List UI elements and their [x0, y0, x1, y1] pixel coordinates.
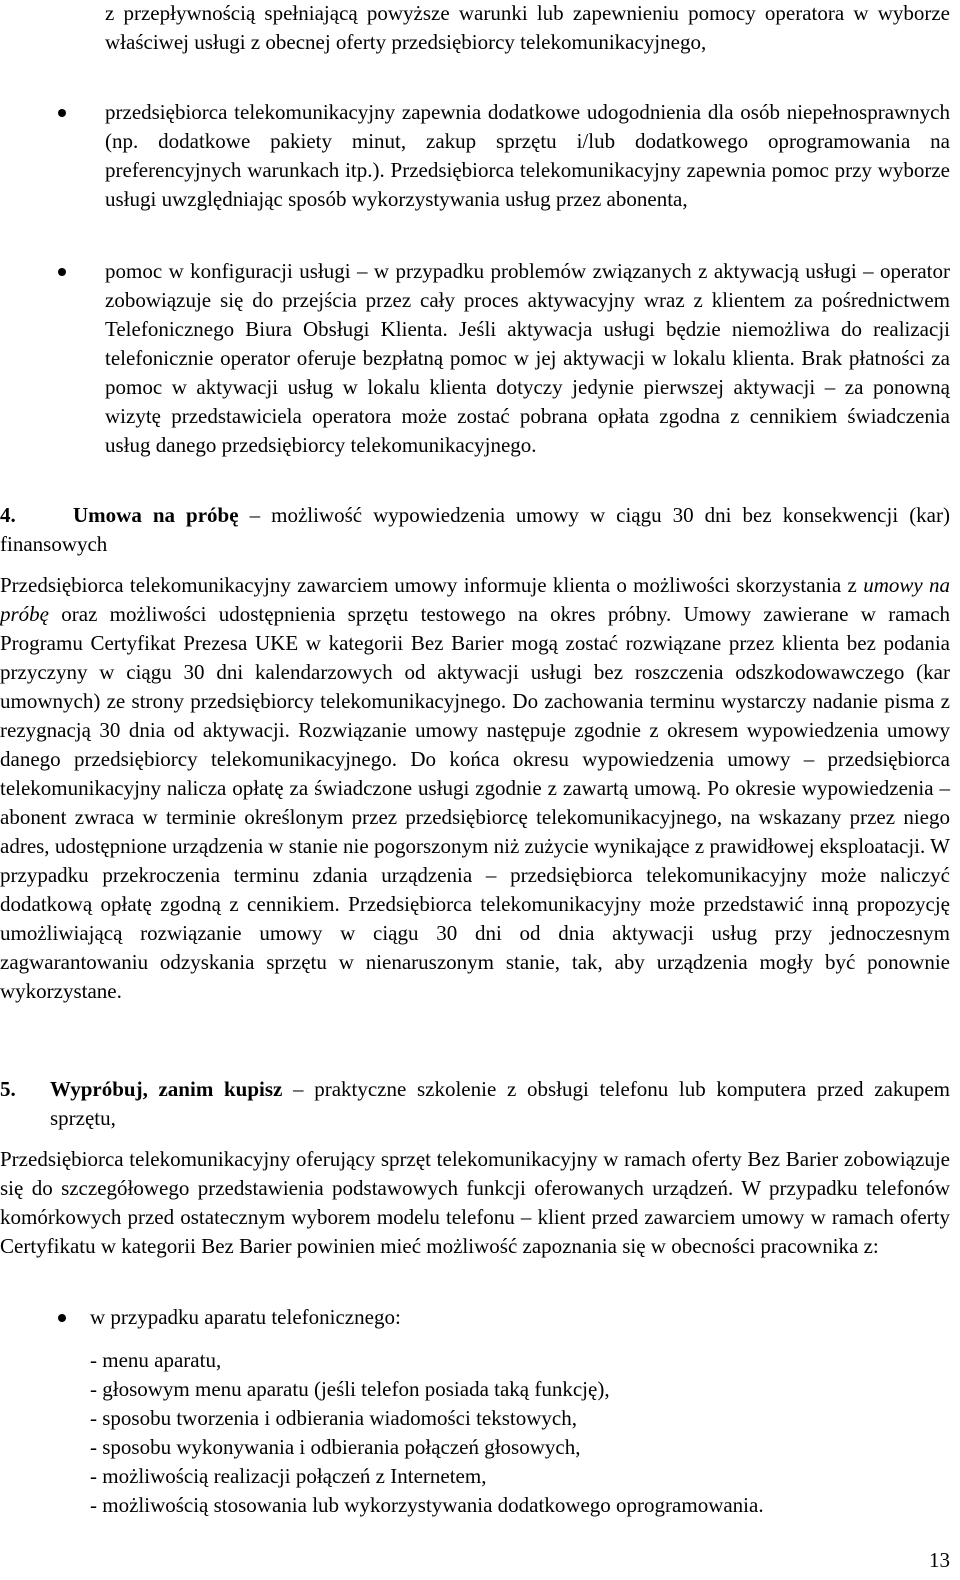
list-item: - możliwością stosowania lub wykorzystywania dodatkowego oprogramowania.	[90, 1493, 764, 1517]
section-5-title: Wypróbuj, zanim kupisz	[50, 1077, 283, 1101]
section-4-paragraph	[0, 571, 950, 1006]
bullet-item-text: w przypadku aparatu telefonicznego:	[90, 1305, 401, 1329]
list-item: - głosowym menu aparatu (jeśli telefon posiada taką funkcję),	[90, 1377, 610, 1401]
list-item: - możliwością realizacji połączeń z Internetem,	[90, 1464, 487, 1488]
section-4-heading-rest: – możliwość wypowiedzenia umowy w ciągu 30 dni bez konsekwencji (kar) finansowych	[0, 503, 950, 556]
bullet-item	[105, 98, 950, 214]
section-4-emphasis: umowy na próbę	[0, 573, 950, 626]
bullet-dot-icon	[58, 1314, 66, 1322]
section-5-heading	[0, 1075, 950, 1133]
section-5-paragraph: Przedsiębiorca telekomunikacyjny oferujący sprzęt telekomunikacyjny w ramach oferty Bez Barier zobowiązuje się do szczegółowego przedstawienia podstawowych funkcji oferowanych urządzeń. W przypadku telefonów komórkowych przed ostatecznym wyborem modelu telefonu – klient przed zawarciem umowy w ramach oferty Certyfikatu w kategorii Bez Barier powinien mieć możliwość zapoznania się w obecności pracownika z:	[0, 1147, 950, 1258]
list-item: - sposobu tworzenia i odbierania wiadomości tekstowych,	[90, 1406, 577, 1430]
section-5-heading-body	[50, 1075, 950, 1133]
section-4-text-start: Przedsiębiorca telekomunikacyjny zawarciem umowy informuje klienta o możliwości skorzystania z	[0, 573, 864, 597]
bullet-dot-icon	[58, 109, 66, 117]
list-item: - menu aparatu,	[90, 1348, 222, 1372]
list-item: - sposobu wykonywania i odbierania połączeń głosowych,	[90, 1435, 581, 1459]
dash-list	[90, 1346, 950, 1520]
bullet-item-text: pomoc w konfiguracji usługi – w przypadku problemów związanych z aktywacją usługi – operator zobowiązuje się do przejścia przez cały proces aktywacyjny wraz z klientem za pośrednictwem Telefonicznego Biura Obsługi Klienta. Jeśli aktywacja usługi będzie niemożliwa do realizacji telefonicznie operator oferuje bezpłatną pomoc w jej aktywacji w lokalu klienta. Brak płatności za pomoc w aktywacji usług w lokalu klienta dotyczy jedynie pierwszej aktywacji – za ponowną wizytę przedstawiciela operatora może zostać pobrana opłata zgodna z cennikiem świadczenia usług danego przedsiębiorcy telekomunikacyjnego.	[105, 259, 950, 457]
page-number: 13	[929, 1548, 950, 1572]
continuation-paragraph: z przepływnością spełniającą powyższe warunki lub zapewnieniu pomocy operatora w wyborze właściwej usługi z obecnej oferty przedsiębiorcy telekomunikacyjnego,	[105, 1, 950, 54]
bullet-item	[90, 1303, 950, 1332]
section-4-number: 4.	[0, 503, 16, 527]
section-4-title: Umowa na próbę	[73, 503, 239, 527]
section-4-text-end: oraz możliwości udostępnienia sprzętu testowego na okres próbny. Umowy zawierane w ramach Programu Certyfikat Prezesa UKE w kategorii Bez Barier mogą zostać rozwiązane przez klienta bez podania przyczyny w ciągu 30 dni kalendarzowych od aktywacji usługi bez roszczenia odszkodowawczego (kar umownych) ze strony przedsiębiorcy telekomunikacyjnego. Do zachowania terminu wystarczy nadanie pisma z rezygnacją 30 dnia od aktywacji. Rozwiązanie umowy następuje zgodnie z okresem wypowiedzenia umowy danego przedsiębiorcy telekomunikacyjnego. Do końca okresu wypowiedzenia umowy – przedsiębiorca telekomunikacyjny nalicza opłatę za świadczone usługi zgodnie z zawartą umową. Po okresie wypowiedzenia – abonent zwraca w terminie określonym przez przedsiębiorcę telekomunikacyjnego, na wskazany przez niego adres, udostępnione urządzenia w stanie nie pogorszonym niż zużycie wynikające z prawidłowej eksploatacji. W przypadku przekroczenia terminu zdania urządzenia – przedsiębiorca telekomunikacyjny może naliczyć dodatkową opłatę zgodną z cennikiem. Przedsiębiorca telekomunikacyjny może przedstawić inną propozycję umożliwiającą rozwiązanie umowy w ciągu 30 dni od dnia aktywacji usług przy jednoczesnym zagwarantowaniu odzyskania sprzętu w nienaruszonym stanie, tak, aby urządzenia mogły być ponownie wykorzystane.	[0, 602, 950, 1003]
bullet-item	[105, 257, 950, 460]
section-5-number: 5.	[0, 1077, 16, 1101]
bullet-item-text: przedsiębiorca telekomunikacyjny zapewnia dodatkowe udogodnienia dla osób niepełnosprawnych (np. dodatkowe pakiety minut, zakup sprzętu i/lub dodatkowego oprogramowania na preferencyjnych warunkach itp.). Przedsiębiorca telekomunikacyjny zapewnia pomoc przy wyborze usługi uwzględniając sposób wykorzystywania usług przez abonenta,	[105, 100, 950, 211]
bullet-dot-icon	[58, 268, 66, 276]
section-5-heading-rest: – praktyczne szkolenie z obsługi telefonu lub komputera przed zakupem sprzętu,	[50, 1077, 951, 1130]
section-4-heading	[0, 501, 950, 559]
